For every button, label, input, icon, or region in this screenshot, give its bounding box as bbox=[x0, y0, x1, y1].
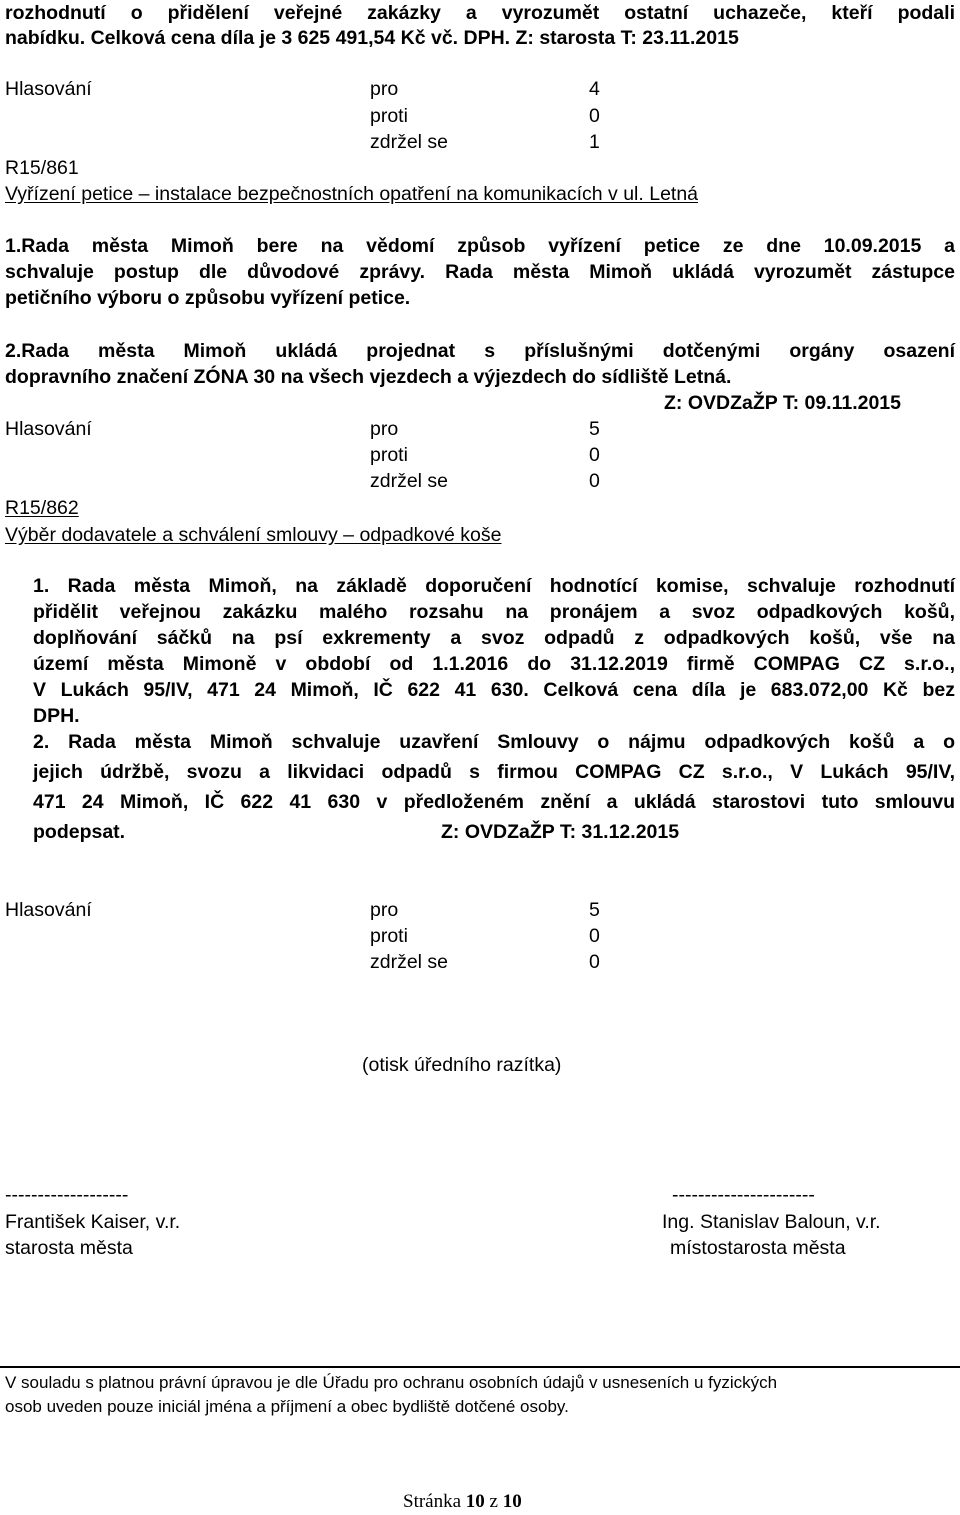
paragraph-line: schvaluje postup dle důvodové zprávy. Rada města Mimoň ukládá vyrozumět zástupce bbox=[5, 261, 955, 283]
page-total: 10 bbox=[502, 1491, 522, 1512]
vote-proti-count: 0 bbox=[589, 444, 600, 466]
stamp-placeholder: (otisk úředního razítka) bbox=[362, 1054, 562, 1076]
paragraph-line: 2.Rada města Mimoň ukládá projednat s příslušnými dotčenými orgány osazení bbox=[5, 340, 955, 362]
page-current: 10 bbox=[465, 1491, 485, 1512]
vote-pro-label: pro bbox=[370, 418, 399, 440]
paragraph-line: přidělit veřejnou zakázku malého rozsahu na pronájem a svoz odpadkových košů, bbox=[33, 601, 955, 623]
signature-line-left: ------------------- bbox=[5, 1184, 129, 1206]
vote-proti-count: 0 bbox=[589, 925, 600, 947]
signature-line-right: ---------------------- bbox=[672, 1184, 815, 1206]
paragraph-line: podepsat. bbox=[33, 821, 126, 843]
vote-zdrzel-count: 0 bbox=[589, 951, 600, 973]
intro-line-2: nabídku. Celková cena díla je 3 625 491,54 Kč vč. DPH. Z: starosta T: 23.11.2015 bbox=[5, 27, 739, 49]
page-number bbox=[403, 1491, 522, 1513]
signatory-role-left: starosta města bbox=[5, 1237, 133, 1259]
vote-zdrzel-label: zdržel se bbox=[370, 131, 449, 153]
vote-proti-label: proti bbox=[370, 925, 408, 947]
page-prefix: Stránka bbox=[403, 1491, 466, 1512]
vote-pro-label: pro bbox=[370, 899, 399, 921]
signatory-name-left: František Kaiser, v.r. bbox=[5, 1211, 181, 1233]
vote-proti-label: proti bbox=[370, 105, 408, 127]
paragraph-line: jejich údržbě, svozu a likvidaci odpadů s firmou COMPAG CZ s.r.o., V Lukách 95/IV, bbox=[33, 761, 955, 783]
vote-label: Hlasování bbox=[5, 78, 92, 100]
paragraph-line: petičního výboru o způsobu vyřízení petice. bbox=[5, 287, 411, 309]
paragraph-line: DPH. bbox=[33, 705, 80, 727]
resolution-title: Vyřízení petice – instalace bezpečnostních opatření na komunikacích v ul. Letná bbox=[5, 183, 699, 205]
vote-zdrzel-label: zdržel se bbox=[370, 951, 449, 973]
deadline: Z: OVDZaŽP T: 09.11.2015 bbox=[664, 392, 901, 414]
footer-note-line-1: V souladu s platnou právní úpravou je dle Úřadu pro ochranu osobních údajů v usneseních u fyzických bbox=[5, 1373, 778, 1392]
paragraph-line: území města Mimoně v období od 1.1.2016 do 31.12.2019 firmě COMPAG CZ s.r.o., bbox=[33, 653, 955, 675]
paragraph-line: 1.Rada města Mimoň bere na vědomí způsob vyřízení petice ze dne 10.09.2015 a bbox=[5, 235, 955, 257]
footer-divider bbox=[0, 1366, 960, 1368]
paragraph-line: 2. Rada města Mimoň schvaluje uzavření Smlouvy o nájmu odpadkových košů a o bbox=[33, 731, 955, 753]
page-of: z bbox=[484, 1491, 503, 1512]
vote-pro-count: 5 bbox=[589, 899, 600, 921]
footer-note-line-2: osob uveden pouze iniciál jména a příjmení a obec bydliště dotčené osoby. bbox=[5, 1397, 569, 1416]
resolution-title: Výběr dodavatele a schválení smlouvy – odpadkové koše bbox=[5, 524, 502, 546]
paragraph-line: V Lukách 95/IV, 471 24 Mimoň, IČ 622 41 630. Celková cena díla je 683.072,00 Kč bez bbox=[33, 679, 955, 701]
vote-zdrzel-count: 0 bbox=[589, 470, 600, 492]
vote-label: Hlasování bbox=[5, 899, 92, 921]
resolution-number: R15/861 bbox=[5, 157, 79, 179]
signatory-name-right: Ing. Stanislav Baloun, v.r. bbox=[662, 1211, 881, 1233]
vote-proti-label: proti bbox=[370, 444, 408, 466]
paragraph-line: dopravního značení ZÓNA 30 na všech vjezdech a výjezdech do sídliště Letná. bbox=[5, 366, 732, 388]
paragraph-line: doplňování sáčků na psí exkrementy a svoz odpadů z odpadkových košů, vše na bbox=[33, 627, 955, 649]
vote-zdrzel-count: 1 bbox=[589, 131, 600, 153]
vote-pro-count: 5 bbox=[589, 418, 600, 440]
vote-pro-count: 4 bbox=[589, 78, 600, 100]
paragraph-line: 1. Rada města Mimoň, na základě doporučení hodnotící komise, schvaluje rozhodnutí bbox=[33, 575, 955, 597]
vote-zdrzel-label: zdržel se bbox=[370, 470, 449, 492]
signatory-role-right: místostarosta města bbox=[670, 1237, 846, 1259]
vote-pro-label: pro bbox=[370, 78, 399, 100]
vote-label: Hlasování bbox=[5, 418, 92, 440]
intro-line-1: rozhodnutí o přidělení veřejné zakázky a vyrozumět ostatní uchazeče, kteří podali bbox=[5, 2, 955, 24]
vote-proti-count: 0 bbox=[589, 105, 600, 127]
paragraph-line: 471 24 Mimoň, IČ 622 41 630 v předloženém znění a ukládá starostovi tuto smlouvu bbox=[33, 791, 955, 813]
deadline: Z: OVDZaŽP T: 31.12.2015 bbox=[441, 821, 680, 843]
resolution-number: R15/862 bbox=[5, 497, 79, 519]
